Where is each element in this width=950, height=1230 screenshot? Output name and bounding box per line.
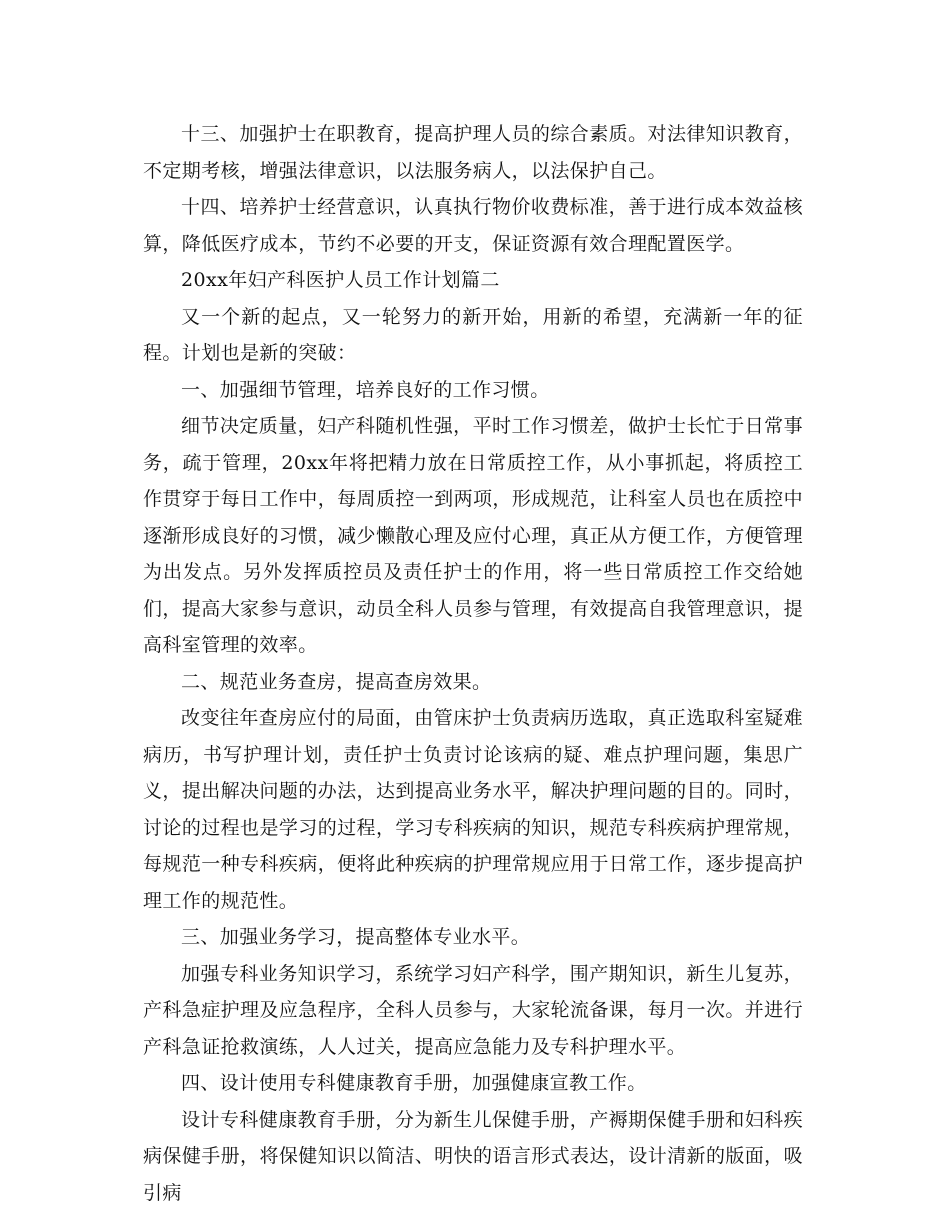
point-body-1: 细节决定质量，妇产科随机性强，平时工作习惯差，做护士长忙于日常事务，疏于管理，20xx年将把精力放在日常质控工作，从小事抓起，将质控工作贯穿于每日工作中，每周质控一到两项，形成规范，让科室人员也在质控中逐渐形成良好的习惯，减少懒散心理及应付心理，真正从方便工作，方便管理为出发点。另外发挥质控员及责任护士的作用，将一些日常质控工作交给她们，提高大家参与意识，动员全科人员参与管理，有效提高自我管理意识，提高科室管理的效率。	[143, 415, 803, 656]
point-heading-2: 二、规范业务查房，提高查房效果。	[181, 670, 492, 693]
point-body-2: 改变往年查房应付的局面，由管床护士负责病历选取，真正选取科室疑难病历，书写护理计划，责任护士负责讨论该病的疑、难点护理问题，集思广义，提出解决问题的办法，达到提高业务水平，解决护理问题的目的。同时，讨论的过程也是学习的过程，学习专科疾病的知识，规范专科疾病护理常规，每规范一种专科疾病，便将此种疾病的护理常规应用于日常工作，逐步提高护理工作的规范性。	[143, 707, 803, 912]
point-heading-3: 三、加强业务学习，提高整体专业水平。	[181, 926, 531, 948]
paragraph-item-13: 十三、加强护士在职教育，提高护理人员的综合素质。对法律知识教育，不定期考核，增强法律意识，以法服务病人，以法保护自己。	[143, 123, 803, 182]
point-heading-4: 四、设计使用专科健康教育手册，加强健康宣教工作。	[181, 1072, 647, 1094]
point-body-3: 加强专科业务知识学习，系统学习妇产科学，围产期知识，新生儿复苏，产科急症护理及应急程序，全科人员参与，大家轮流备课，每月一次。并进行产科急证抢救演练，人人过关，提高应急能力及专科护理水平。	[143, 962, 803, 1058]
document-body	[143, 116, 803, 1211]
paragraph-item-14: 十四、培养护士经营意识，认真执行物价收费标准，善于进行成本效益核算，降低医疗成本，节约不必要的开支，保证资源有效合理配置医学。	[143, 196, 803, 255]
point-heading-1: 一、加强细节管理，培养良好的工作习惯。	[181, 378, 550, 401]
point-body-4: 设计专科健康教育手册，分为新生儿保健手册，产褥期保健手册和妇科疾病保健手册，将保健知识以简洁、明快的语言形式表达，设计清新的版面，吸引病	[143, 1108, 803, 1204]
section-heading: 20xx年妇产科医护人员工作计划篇二	[181, 269, 500, 291]
intro-paragraph: 又一个新的起点，又一轮努力的新开始，用新的希望，充满新一年的征程。计划也是新的突破：	[143, 305, 803, 364]
